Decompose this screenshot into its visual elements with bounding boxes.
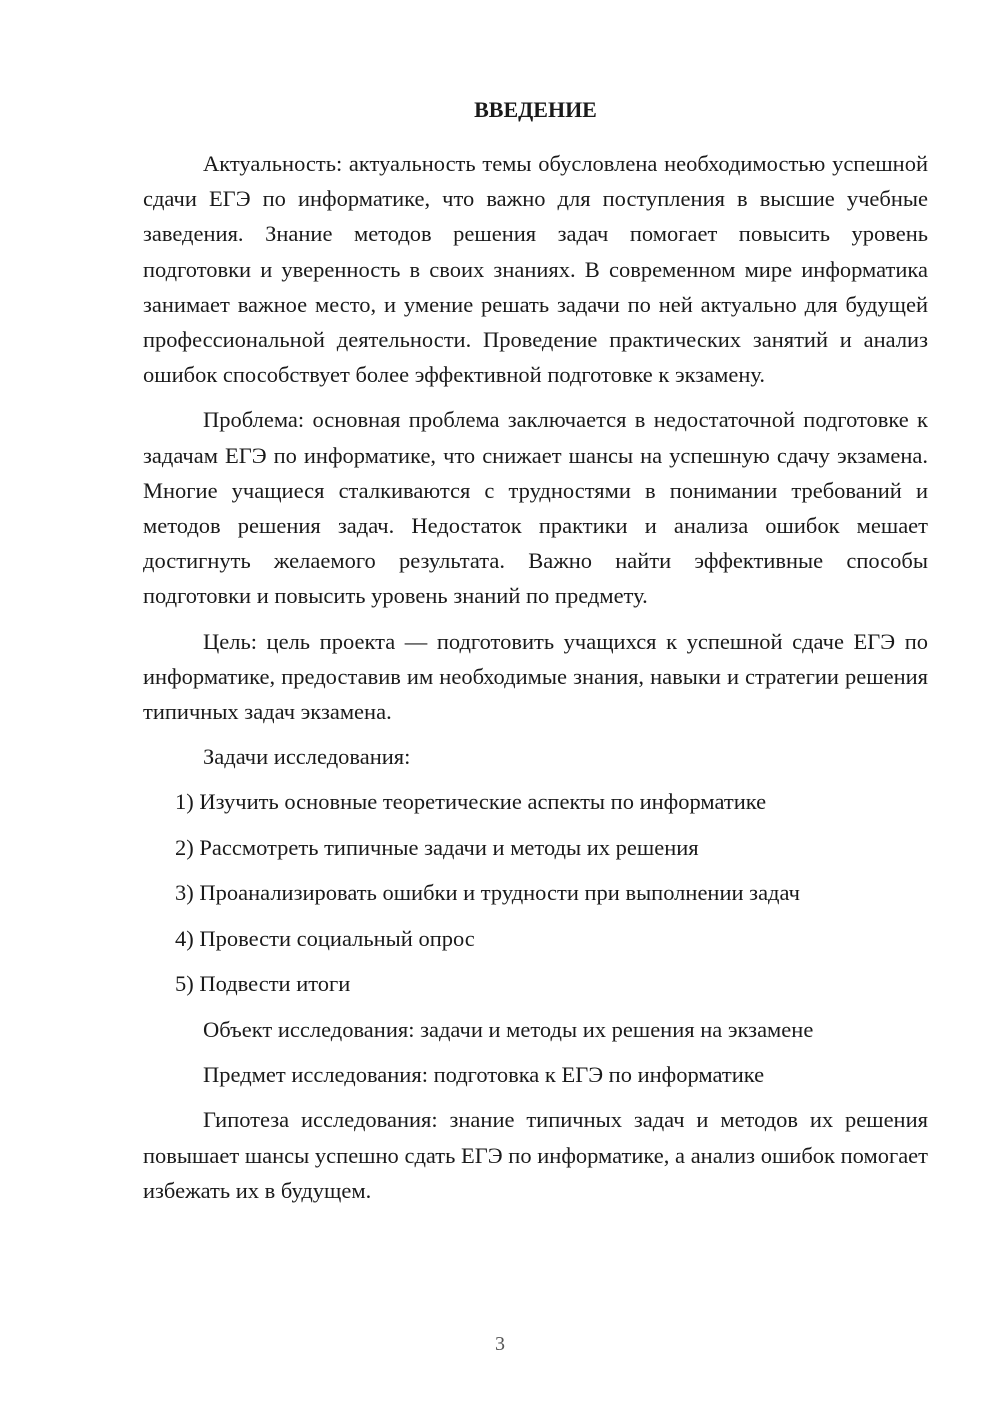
tasks-heading: Задачи исследования: [203, 744, 411, 770]
tasks-list [143, 784, 928, 1001]
goal-paragraph: Цель: цель проекта — подготовить учащихся к успешной сдаче ЕГЭ по информатике, предоставив им необходимые знания, навыки и стратегии решения типичных задач экзамена. [143, 628, 928, 725]
page-number: 3 [495, 1333, 505, 1355]
object-paragraph: Объект исследования: задачи и методы их решения на экзамене [203, 1016, 814, 1042]
list-item: 1) Изучить основные теоретические аспекты по информатике [175, 789, 767, 815]
page-title: ВВЕДЕНИЕ [474, 97, 597, 122]
problem-paragraph: Проблема: основная проблема заключается в недостаточной подготовке к задачам ЕГЭ по информатике, что снижает шансы на успешную сдачу экзамена. Многие учащиеся сталкиваются с трудностями в понимании требований и методов решения задач. Недостаток практики и анализа ошибок мешает достигнуть желаемого результата. Важно найти эффективные способы подготовки и повысить уровень знаний по предмету. [143, 407, 928, 609]
list-item: 3) Проанализировать ошибки и трудности при выполнении задач [175, 880, 800, 906]
subject-paragraph: Предмет исследования: подготовка к ЕГЭ по информатике [203, 1062, 765, 1088]
list-item: 5) Подвести итоги [175, 971, 351, 997]
hypothesis-paragraph: Гипотеза исследования: знание типичных задач и методов их решения повышает шансы успешно сдать ЕГЭ по информатике, а анализ ошибок помогает избежать их в будущем. [143, 1107, 928, 1203]
document-page [143, 92, 928, 1218]
list-item: 2) Рассмотреть типичные задачи и методы их решения [175, 834, 699, 860]
list-item: 4) Провести социальный опрос [175, 925, 475, 951]
relevance-paragraph: Актуальность: актуальность темы обусловлена необходимостью успешной сдачи ЕГЭ по информатике, что важно для поступления в высшие учебные заведения. Знание методов решения задач помогает повысить уровень подготовки и уверенность в своих знаниях. В современном мире информатика занимает важное место, и умение решать задачи по ней актуально для будущей профессиональной деятельности. Проведение практических занятий и анализ ошибок способствует более эффективной подготовке к экзамену. [143, 151, 928, 388]
